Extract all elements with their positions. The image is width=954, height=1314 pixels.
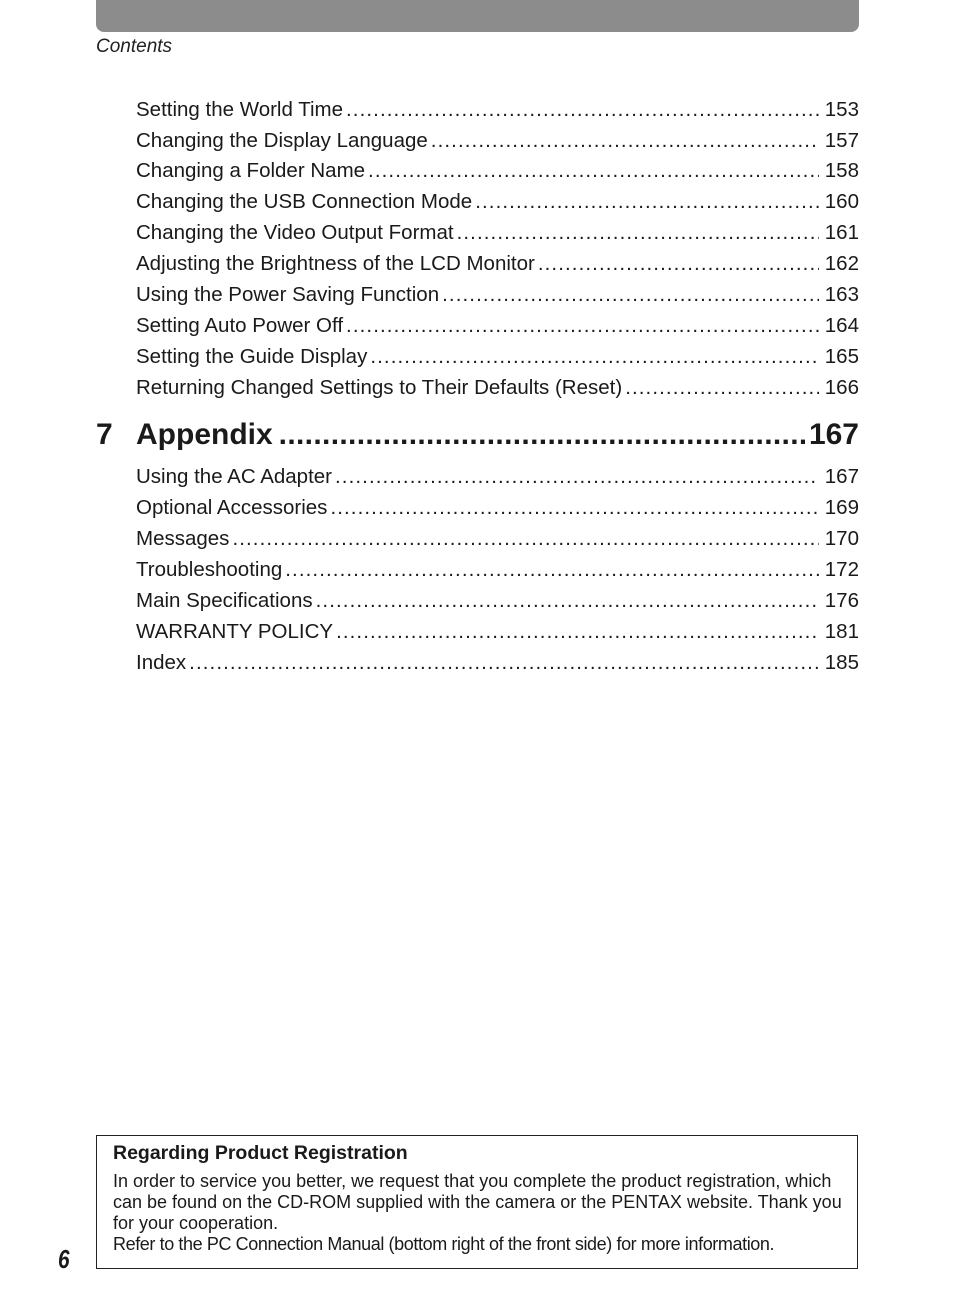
toc-entry-page: 160: [824, 190, 859, 213]
toc-entry-title: Using the AC Adapter: [136, 465, 333, 488]
toc-entry-title: Main Specifications: [136, 589, 313, 612]
toc-entry-page: 161: [824, 221, 859, 244]
toc-entry-title: Changing the USB Connection Mode: [136, 190, 473, 213]
registration-body: In order to service you better, we request that you complete the product registration, which can be found on the CD-ROM supplied with the camera or the PENTAX website. Thank you for your cooperation.: [113, 1171, 842, 1233]
toc-leader: [538, 252, 819, 276]
chapter-page: 167: [808, 418, 859, 451]
toc-entry-title: Optional Accessories: [136, 496, 328, 519]
registration-note: Refer to the PC Connection Manual (bottom right of the front side) for more information.: [113, 1234, 775, 1254]
toc-entry-page: 169: [824, 496, 859, 519]
toc-entry[interactable]: [136, 221, 859, 249]
toc-entry-page: 157: [824, 129, 859, 152]
toc-entry-title: Troubleshooting: [136, 558, 283, 581]
toc-entry[interactable]: [136, 651, 859, 679]
registration-heading: Regarding Product Registration: [113, 1142, 408, 1164]
toc-leader: [625, 376, 819, 400]
toc-entry-page: 158: [824, 159, 859, 182]
toc-leader: [279, 418, 805, 452]
toc-entry[interactable]: [136, 496, 859, 524]
toc-entry-title: Index: [136, 651, 187, 674]
toc-leader: [370, 345, 818, 369]
section-label: Contents: [96, 36, 173, 57]
toc-entry-title: Messages: [136, 527, 230, 550]
toc-entry-title: Setting the World Time: [136, 98, 343, 121]
toc-leader: [431, 129, 819, 153]
toc-entry-title: Using the Power Saving Function: [136, 283, 440, 306]
toc-entry[interactable]: [136, 314, 859, 342]
toc-entry[interactable]: [136, 465, 859, 493]
toc-leader: [475, 190, 819, 214]
chapter-title: Appendix: [136, 418, 273, 451]
toc-entry-page: 172: [824, 558, 859, 581]
toc-entry-page: 166: [824, 376, 859, 399]
toc-leader: [285, 558, 819, 582]
toc-entry[interactable]: [136, 527, 859, 555]
toc-entry-page: 162: [824, 252, 859, 275]
toc-entry-page: 181: [824, 620, 859, 643]
toc-entry[interactable]: [136, 283, 859, 311]
toc-entry[interactable]: [136, 159, 859, 187]
toc-entry[interactable]: [136, 558, 859, 586]
toc-entry-title: Changing the Display Language: [136, 129, 428, 152]
toc-entry[interactable]: [136, 129, 859, 157]
toc-entry-page: 185: [824, 651, 859, 674]
toc-entry-page: 163: [824, 283, 859, 306]
toc-entry-page: 170: [824, 527, 859, 550]
toc-entry-title: Setting the Guide Display: [136, 345, 368, 368]
toc-leader: [330, 496, 818, 520]
toc-entry-title: Changing the Video Output Format: [136, 221, 454, 244]
registration-notice-box: [96, 1135, 858, 1269]
toc-entry-page: 164: [824, 314, 859, 337]
toc-leader: [189, 651, 819, 675]
toc-entry[interactable]: [136, 345, 859, 373]
toc-entry[interactable]: [136, 620, 859, 648]
toc-leader: [442, 283, 819, 307]
toc-leader: [346, 314, 819, 338]
toc-entry-title: WARRANTY POLICY: [136, 620, 334, 643]
toc-entry[interactable]: [136, 252, 859, 280]
toc-leader: [232, 527, 818, 551]
chapter-number: 7: [96, 418, 113, 451]
toc-entry-title: Changing a Folder Name: [136, 159, 366, 182]
toc-leader: [346, 98, 819, 122]
toc-entry-page: 153: [824, 98, 859, 121]
toc-entry-page: 165: [824, 345, 859, 368]
toc-leader: [316, 589, 819, 613]
toc-leader: [368, 159, 819, 183]
toc-entry[interactable]: [136, 376, 859, 404]
toc-leader: [335, 465, 819, 489]
toc-entry-page: 176: [824, 589, 859, 612]
toc-entry[interactable]: [136, 190, 859, 218]
toc-entry-title: Adjusting the Brightness of the LCD Monitor: [136, 252, 535, 275]
toc-entry-title: Setting Auto Power Off: [136, 314, 344, 337]
toc-entry-title: Returning Changed Settings to Their Defaults (Reset): [136, 376, 623, 399]
toc-entry[interactable]: [136, 589, 859, 617]
toc-entry-page: 167: [824, 465, 859, 488]
toc-entry[interactable]: [136, 98, 859, 126]
page-number: 6: [58, 1244, 70, 1274]
toc-leader: [336, 620, 819, 644]
toc-leader: [457, 221, 819, 245]
chapter-heading[interactable]: [96, 418, 859, 458]
header-bar: [96, 0, 859, 32]
